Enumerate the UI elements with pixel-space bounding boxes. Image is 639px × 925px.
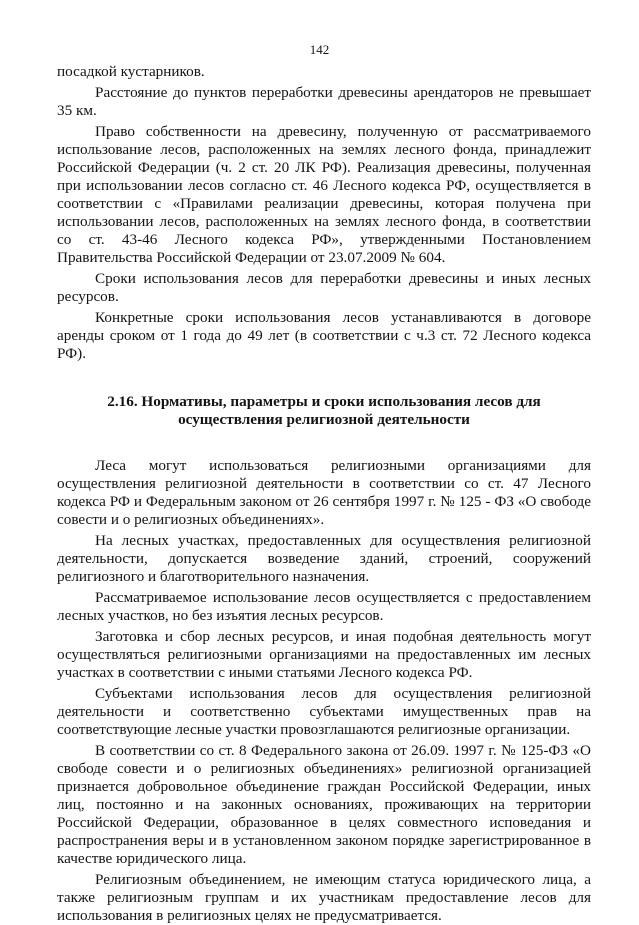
paragraphs-after-heading [57,457,591,925]
paragraph: посадкой кустарников. [57,63,205,80]
paragraph: Конкретные сроки использования лесов устанавливаются в договоре аренды сроком от 1 года до 49 лет (в соответствии с ч.3 ст. 72 Лесного кодекса РФ). [57,309,591,362]
paragraph: Религиозным объединением, не имеющим статуса юридического лица, а также религиозным группам и их участникам предоставление лесов для использования в религиозных целях не предусматривается. [57,871,591,924]
paragraph: Право собственности на древесину, полученную от рассматриваемого использование лесов, расположенных на землях лесного фонда, принадлежит Российской Федерации (ч. 2 ст. 20 ЛК РФ). Реализация древесины, полученная при использовании лесов согласно ст. 46 Лесного кодекса РФ, осуществляется в соответствии с «Правилами реализации древесины, которая получена при использовании лесов, расположенных на землях лесного фонда, в соответствии со ст. 43-46 Лесного кодекса РФ», утвержденными Постановлением Правительства Российской Федерации от 23.07.2009 № 604. [57,123,591,266]
paragraph: На лесных участках, предоставленных для осуществления религиозной деятельности, допускается возведение зданий, строений, сооружений религиозного и благотворительного назначения. [57,532,591,585]
paragraph: Рассматриваемое использование лесов осуществляется с предоставлением лесных участков, но без изъятия лесных ресурсов. [57,589,591,624]
page-number: 142 [309,42,330,57]
paragraph: Леса могут использоваться религиозными организациями для осуществления религиозной деятельности в соответствии со ст. 47 Лесного кодекса РФ и Федеральным законом от 26 сентября 1997 г. № 125 - ФЗ «О свободе совести и о религиозных объединениях». [57,457,591,528]
paragraph: В соответствии со ст. 8 Федерального закона от 26.09. 1997 г. № 125-ФЗ «О свободе совести и о религиозных объединениях» религиозной организацией признается добровольное объединение граждан Российской Федерации, иных лиц, постоянно и на законных основаниях, проживающих на территории Российской Федерации, образованное в целях совместного исповедания и распространения веры и в установленном законом порядке зарегистрированное в качестве юридического лица. [57,742,591,867]
paragraph: Субъектами использования лесов для осуществления религиозной деятельности и соответственно субъектами имущественных прав на соответствующие лесные участки провозглашаются религиозные организации. [57,685,591,738]
document-body [57,63,591,925]
paragraph: Расстояние до пунктов переработки древесины арендаторов не превышает 35 км. [57,84,591,119]
section-heading: 2.16. Нормативы, параметры и сроки использования лесов для осуществления религиозной деятельности [107,393,541,428]
paragraph: Заготовка и сбор лесных ресурсов, и иная подобная деятельность могут осуществляться религиозными организациями на предоставленных им лесных участках в соответствии с иными статьями Лесного кодекса РФ. [57,628,591,681]
paragraph: Сроки использования лесов для переработки древесины и иных лесных ресурсов. [57,270,591,305]
paragraphs-before-heading [57,63,591,363]
